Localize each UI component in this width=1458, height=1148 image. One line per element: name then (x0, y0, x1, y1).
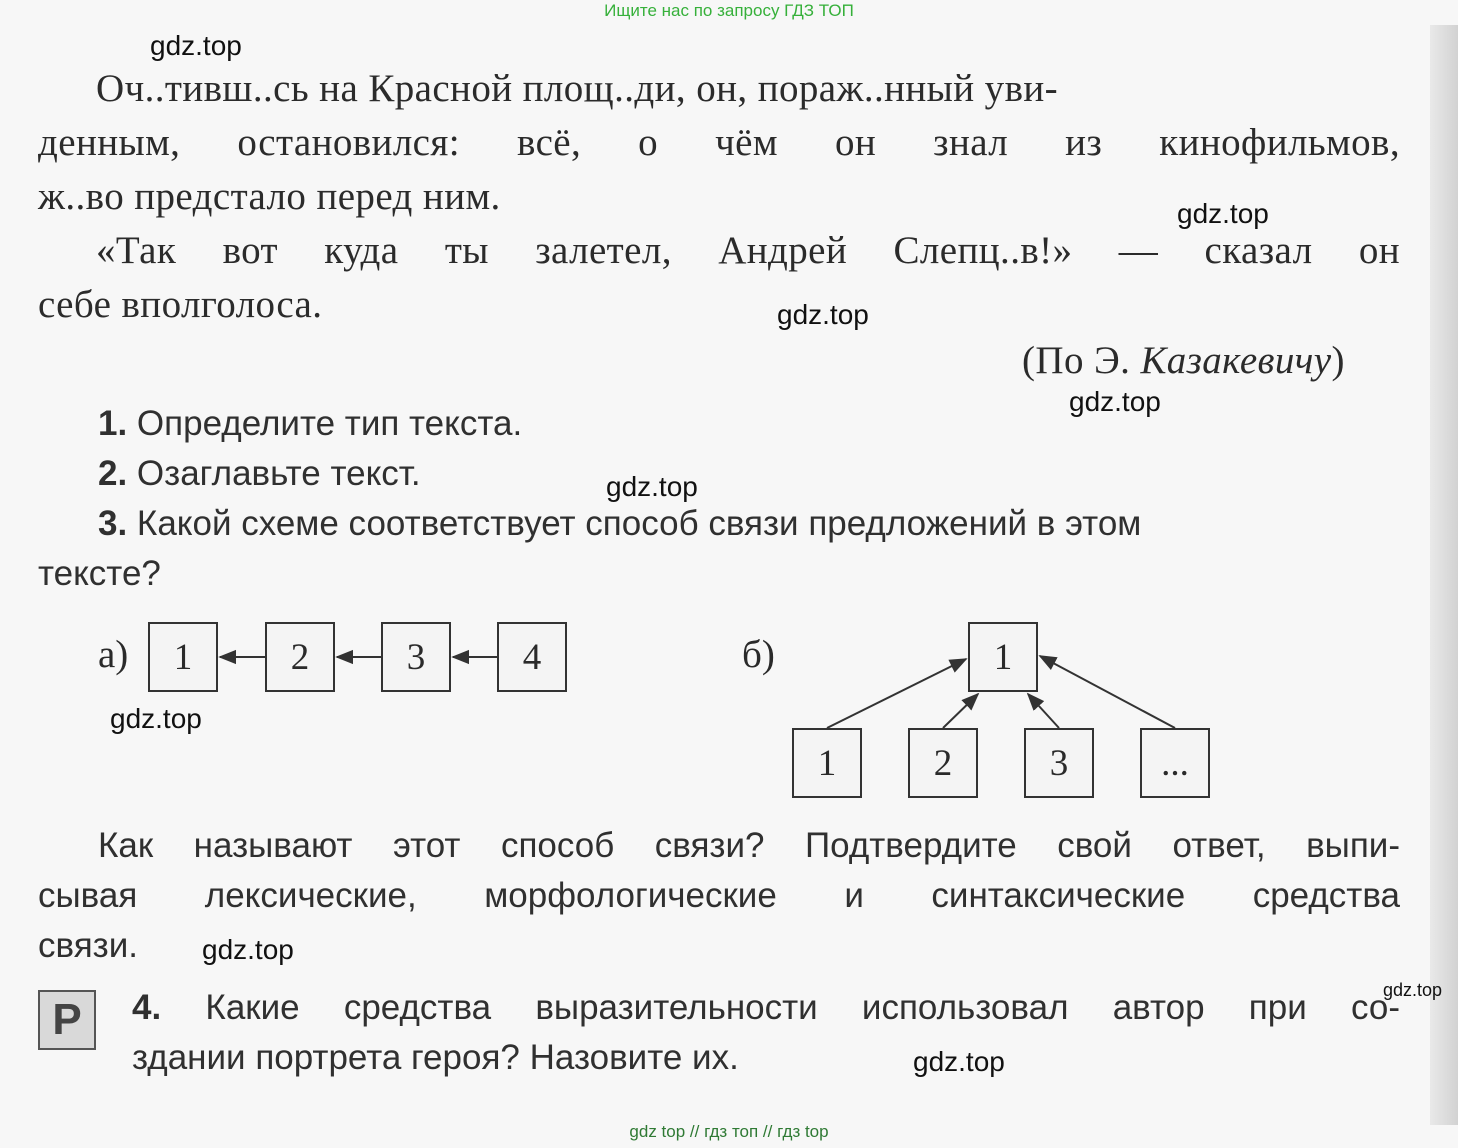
watermark: gdz.top (777, 299, 869, 330)
watermark: gdz.top (1383, 980, 1443, 1000)
source-author: Казакевичу (1140, 339, 1332, 382)
watermark: gdz.top (1177, 198, 1269, 229)
source-prefix: (По Э. (1022, 339, 1141, 382)
scheme-b-top-box: 1 (968, 622, 1038, 692)
scheme-b-box-1: 1 (792, 728, 862, 798)
scheme-a-box-2: 2 (265, 622, 335, 692)
task-4-line-2: здании портрета героя? Назовите их. (132, 1038, 739, 1077)
bottom-banner: gdz top // гдз топ // гдз top (629, 1122, 829, 1141)
scheme-b-arrow-4 (1040, 656, 1175, 728)
question-line-2: сывая лексические, морфологические и синтаксические средства (38, 876, 1400, 915)
scheme-b-box-3: 3 (1024, 728, 1094, 798)
r-marker: Р (38, 990, 96, 1050)
scheme-b-label: б) (742, 633, 775, 676)
watermark: gdz.top (1069, 386, 1161, 417)
scheme-a-box-3: 3 (381, 622, 451, 692)
task-2-text: Озаглавьте текст. (127, 454, 421, 493)
scheme-a-box-4: 4 (497, 622, 567, 692)
paragraph-1-line-3: ж..во предстало перед ним. (38, 175, 501, 218)
scheme-b-arrow-3 (1028, 694, 1059, 728)
task-3-text: Какой схеме соответствует способ связи предложений в этом (127, 504, 1142, 543)
task-2-number: 2. (98, 454, 128, 493)
task-3-line-2: тексте? (38, 554, 161, 593)
source-suffix: ) (1331, 339, 1345, 382)
paragraph-2-line-1: «Так вот куда ты залетел, Андрей Слепц..в!» — сказал он (96, 229, 1400, 272)
question-line-3: связи. (38, 926, 138, 965)
question-line-1: Как называют этот способ связи? Подтвердите свой ответ, выпи- (98, 826, 1400, 865)
watermark: gdz.top (202, 934, 294, 965)
watermark: gdz.top (913, 1046, 1005, 1077)
watermark: gdz.top (150, 30, 242, 61)
scheme-a-box-1: 1 (148, 622, 218, 692)
task-4-text: Какие средства выразительности использовал автор при со- (161, 988, 1400, 1027)
paragraph-2-line-2: себе вполголоса. (38, 283, 323, 326)
task-1-text: Определите тип текста. (127, 404, 523, 443)
scheme-b-arrow-2 (943, 694, 978, 728)
task-1-number: 1. (98, 404, 128, 443)
scheme-a-label: а) (98, 633, 129, 676)
scheme-b-box-2: 2 (908, 728, 978, 798)
task-3-number: 3. (98, 504, 128, 543)
scheme-b-box-4: ... (1140, 728, 1210, 798)
top-banner: Ищите нас по запросу ГДЗ ТОП (604, 1, 854, 20)
scheme-b-arrow-1 (827, 659, 966, 728)
watermark: gdz.top (606, 471, 698, 502)
watermark: gdz.top (110, 703, 202, 734)
paragraph-1-line-2: денным, остановился: всё, о чём он знал из кинофильмов, (38, 121, 1400, 164)
paragraph-1-line-1: Оч..тивш..сь на Красной площ..ди, он, пораж..нный уви- (96, 67, 1059, 110)
task-4-number: 4. (132, 988, 162, 1027)
task-4 (132, 988, 1400, 1028)
